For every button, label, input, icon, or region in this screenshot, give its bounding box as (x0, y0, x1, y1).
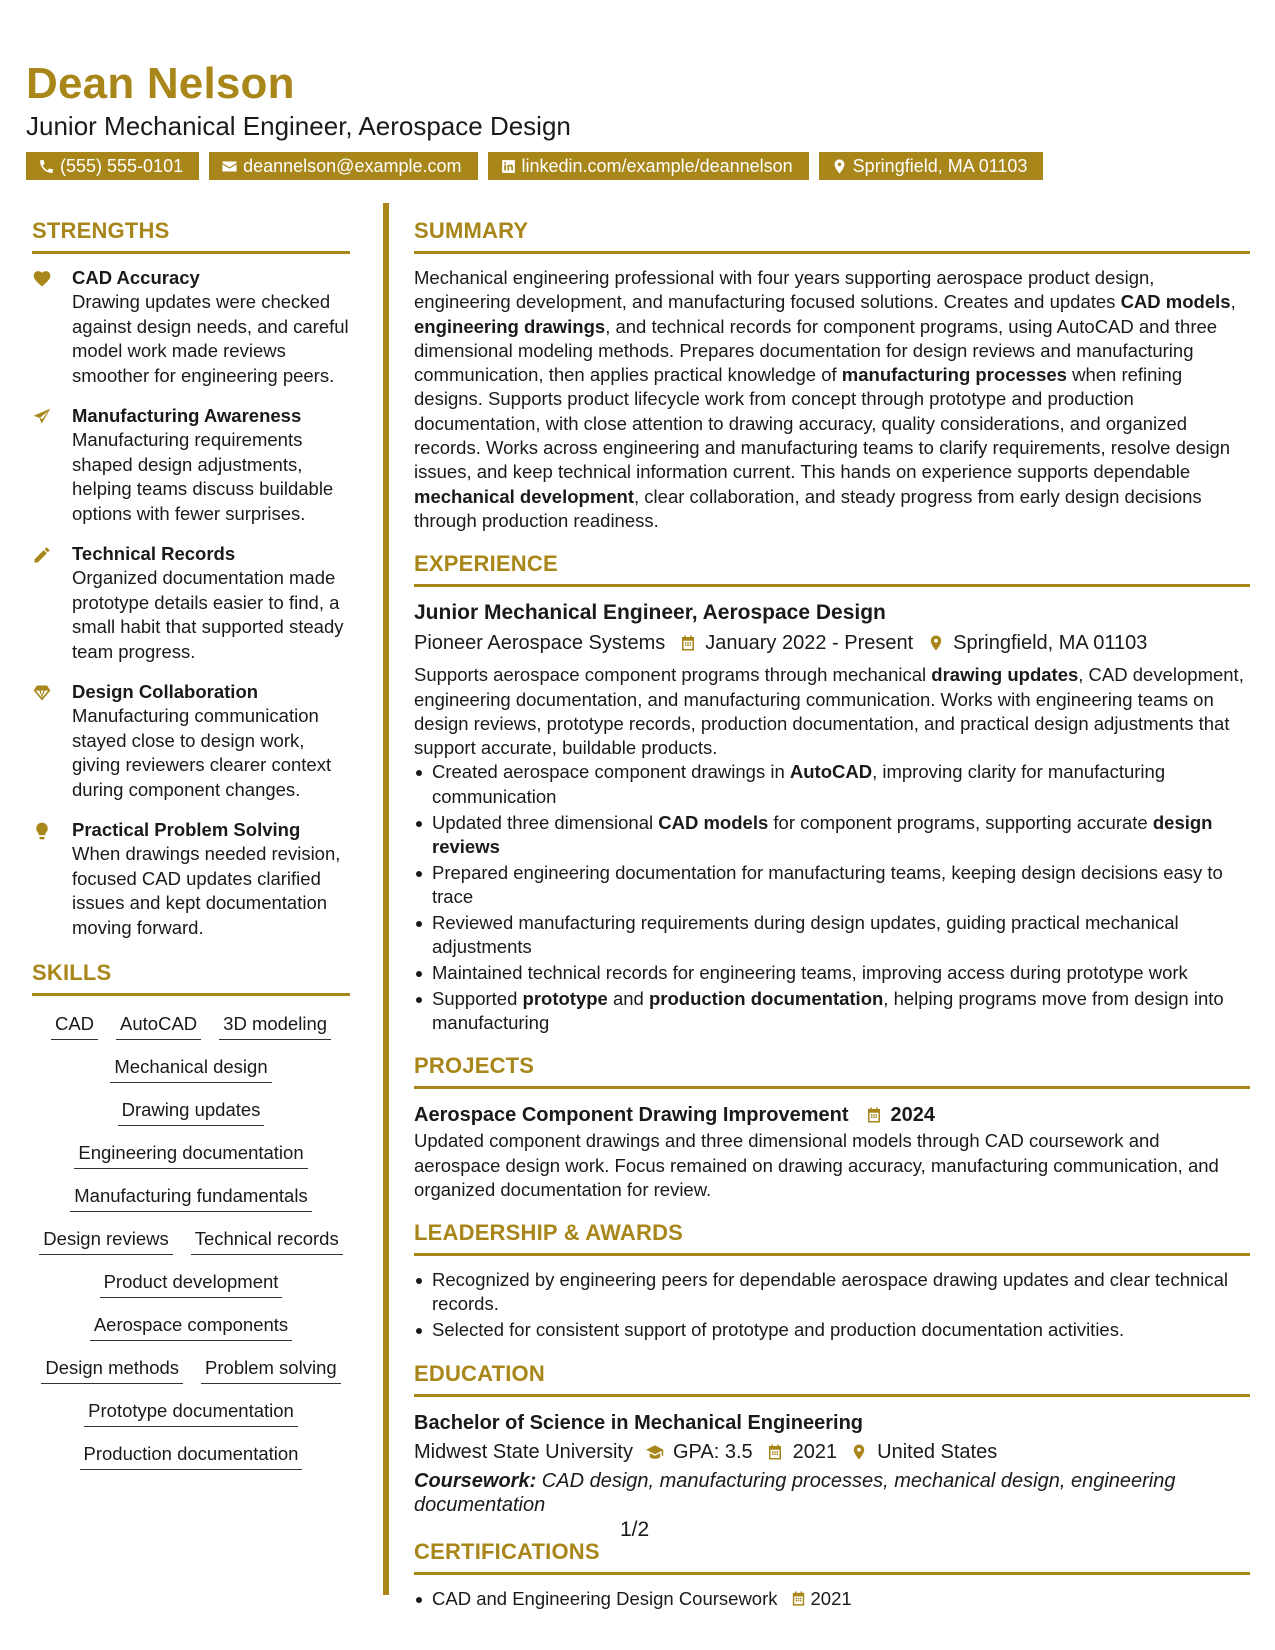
skill-tag: Engineering documentation (74, 1141, 307, 1169)
list-item: Supported prototype and production documentation, helping programs move from design into manufacturing (414, 987, 1250, 1036)
list-item: Prepared engineering documentation for manufacturing teams, keeping design decisions easy to trace (414, 861, 1250, 910)
linkedin-text: linkedin.com/example/deannelson (521, 155, 793, 176)
phone-icon (38, 158, 55, 175)
school-name: Midwest State University (414, 1440, 633, 1463)
strength-title: Technical Records (72, 543, 236, 564)
map-pin-icon (849, 1443, 869, 1461)
strength-desc: Manufacturing communication stayed close to design work, giving reviewers clearer context during component changes. (72, 705, 332, 800)
strength-item (32, 818, 350, 940)
strength-item (32, 542, 350, 664)
strength-title: Manufacturing Awareness (72, 405, 302, 426)
right-column (414, 220, 1250, 1612)
strength-desc: Drawing updates were checked against design needs, and careful model work made reviews smoother for engineering peers. (72, 291, 349, 386)
summary-heading: SUMMARY (414, 220, 1250, 254)
bold-text: AutoCAD (789, 761, 873, 783)
project-year: 2024 (890, 1104, 936, 1127)
skill-tag: Problem solving (201, 1356, 341, 1384)
bold-text: CAD models (658, 811, 769, 833)
certification-name: CAD and Engineering Design Coursework (432, 1587, 778, 1609)
strength-title: Design Collaboration (72, 681, 259, 702)
bold-text: CAD models (1120, 291, 1231, 313)
strength-desc: Manufacturing requirements shaped design adjustments, helping teams discuss buildable options with fewer surprises. (72, 429, 334, 524)
certifications-heading: CERTIFICATIONS (414, 1541, 1250, 1575)
diamond-icon (32, 683, 52, 703)
envelope-icon (221, 158, 238, 175)
certification-list (414, 1587, 1250, 1611)
lightbulb-icon (32, 821, 52, 841)
linkedin-icon (500, 158, 517, 175)
education-location: United States (877, 1440, 998, 1463)
skill-tag: Drawing updates (118, 1098, 265, 1126)
map-pin-icon (927, 634, 945, 652)
list-item: Created aerospace component drawings in AutoCAD, improving clarity for manufacturing communication (414, 760, 1250, 809)
strength-title: Practical Problem Solving (72, 819, 301, 840)
skill-tag: Manufacturing fundamentals (70, 1184, 311, 1212)
email-chip[interactable] (209, 152, 477, 180)
list-item: Reviewed manufacturing requirements during design updates, guiding practical mechanical adjustments (414, 911, 1250, 960)
job-title: Junior Mechanical Engineer, Aerospace Design (414, 601, 886, 625)
coursework-label: Coursework: (414, 1469, 537, 1492)
candidate-title: Junior Mechanical Engineer, Aerospace Design (26, 111, 571, 141)
page-number: 1/2 (620, 1518, 650, 1541)
strength-desc: When drawings needed revision, focused CAD updates clarified issues and kept documentation moving forward. (72, 843, 341, 938)
project-title: Aerospace Component Drawing Improvement (414, 1104, 849, 1127)
bold-text: production documentation (648, 987, 884, 1009)
list-item: Selected for consistent support of prototype and production documentation activities. (414, 1318, 1250, 1342)
project-desc: Updated component drawings and three dimensional models through CAD coursework and aerospace design work. Focus remained on drawing accuracy, manufacturing communication, and organized documentation for review. (414, 1130, 1219, 1200)
project-header (414, 1101, 1250, 1129)
phone-chip[interactable] (26, 152, 199, 180)
calendar-icon (765, 1443, 785, 1461)
graduation-year: 2021 (792, 1440, 838, 1463)
strengths-heading: STRENGTHS (32, 220, 350, 254)
list-item: Maintained technical records for engineering teams, improving access during prototype work (414, 961, 1250, 985)
strength-item (32, 404, 350, 526)
skill-tag: Product development (100, 1270, 283, 1298)
bold-text: prototype (522, 987, 608, 1009)
coursework (414, 1469, 1250, 1517)
linkedin-chip[interactable] (488, 152, 809, 180)
education-meta (414, 1437, 1250, 1467)
location-chip (819, 152, 1044, 180)
skills-list (32, 1008, 350, 1485)
bold-text: mechanical development (414, 485, 635, 507)
strength-desc: Organized documentation made prototype details easier to find, a small habit that supported steady team progress. (72, 567, 344, 662)
list-item (414, 1587, 1250, 1611)
leadership-heading: LEADERSHIP & AWARDS (414, 1222, 1250, 1256)
skill-tag: Aerospace components (90, 1313, 292, 1341)
heart-icon (32, 269, 52, 289)
calendar-icon (865, 1106, 883, 1124)
paper-plane-icon (32, 407, 52, 427)
calendar-icon (790, 1590, 807, 1607)
skill-tag: Mechanical design (110, 1055, 271, 1083)
summary-text: Mechanical engineering professional with four years supporting aerospace product design, engineering development, and manufacturing focused solutions. Creates and updates CAD models, engineering drawings, and technical records for component programs, using AutoCAD and three dimensional modeling methods. Prepares documentation for design reviews and manufacturing communication, then applies practical knowledge of manufacturing processes when refining designs. Supports product lifecycle work from concept through prototype and production documentation, with close attention to drawing accuracy, quality considerations, and organized records. Works across engineering and manufacturing teams to clarify requirements, resolve design issues, and keep technical information current. This hands on experience supports dependable mechanical development, clear collaboration, and steady progress from early design decisions through production readiness. (414, 267, 1236, 531)
left-column (32, 220, 350, 1485)
bold-text: design reviews (432, 811, 1213, 857)
contact-bar (26, 152, 1043, 180)
job-dates: January 2022 - Present (705, 632, 914, 655)
education-heading: EDUCATION (414, 1363, 1250, 1397)
candidate-name: Dean Nelson (26, 59, 295, 108)
strength-item (32, 266, 350, 388)
company-name: Pioneer Aerospace Systems (414, 632, 666, 655)
degree-title: Bachelor of Science in Mechanical Engineering (414, 1411, 864, 1434)
job-description: Supports aerospace component programs through mechanical drawing updates, CAD development, engineering documentation, and manufacturing communication. Works with engineering teams on design reviews, prototype records, production documentation, and practical design adjustments that support accurate, buildable products. (414, 664, 1244, 759)
phone-text: (555) 555-0101 (60, 155, 184, 176)
skill-tag: AutoCAD (116, 1012, 201, 1040)
skill-tag: Prototype documentation (84, 1399, 298, 1427)
job-location: Springfield, MA 01103 (953, 632, 1148, 655)
email-text: deannelson@example.com (243, 155, 462, 176)
bold-text: manufacturing processes (841, 364, 1067, 386)
projects-heading: PROJECTS (414, 1055, 1250, 1089)
list-item: Recognized by engineering peers for dependable aerospace drawing updates and clear technical records. (414, 1268, 1250, 1317)
map-pin-icon (831, 158, 848, 175)
calendar-icon (679, 634, 697, 652)
strength-item (32, 680, 350, 802)
gpa: GPA: 3.5 (672, 1440, 753, 1463)
graduation-cap-icon (645, 1443, 665, 1461)
skill-tag: CAD (51, 1012, 98, 1040)
skill-tag: 3D modeling (219, 1012, 331, 1040)
leadership-bullets (414, 1268, 1250, 1342)
bold-text: engineering drawings (414, 315, 606, 337)
coursework-text: CAD design, manufacturing processes, mechanical design, engineering documentation (414, 1469, 1176, 1516)
job-meta (414, 627, 1250, 659)
list-item: Updated three dimensional CAD models for component programs, supporting accurate design reviews (414, 811, 1250, 860)
job-bullets (414, 760, 1250, 1035)
skill-tag: Design reviews (39, 1227, 172, 1255)
bold-text: drawing updates (931, 664, 1079, 686)
certification-year: 2021 (810, 1587, 852, 1609)
experience-heading: EXPERIENCE (414, 553, 1250, 587)
pencil-icon (32, 545, 52, 565)
strength-title: CAD Accuracy (72, 267, 200, 288)
column-divider (383, 203, 389, 1595)
location-text: Springfield, MA 01103 (852, 155, 1028, 176)
skills-heading: SKILLS (32, 962, 350, 996)
skill-tag: Production documentation (80, 1442, 303, 1470)
skill-tag: Technical records (191, 1227, 343, 1255)
skill-tag: Design methods (41, 1356, 183, 1384)
